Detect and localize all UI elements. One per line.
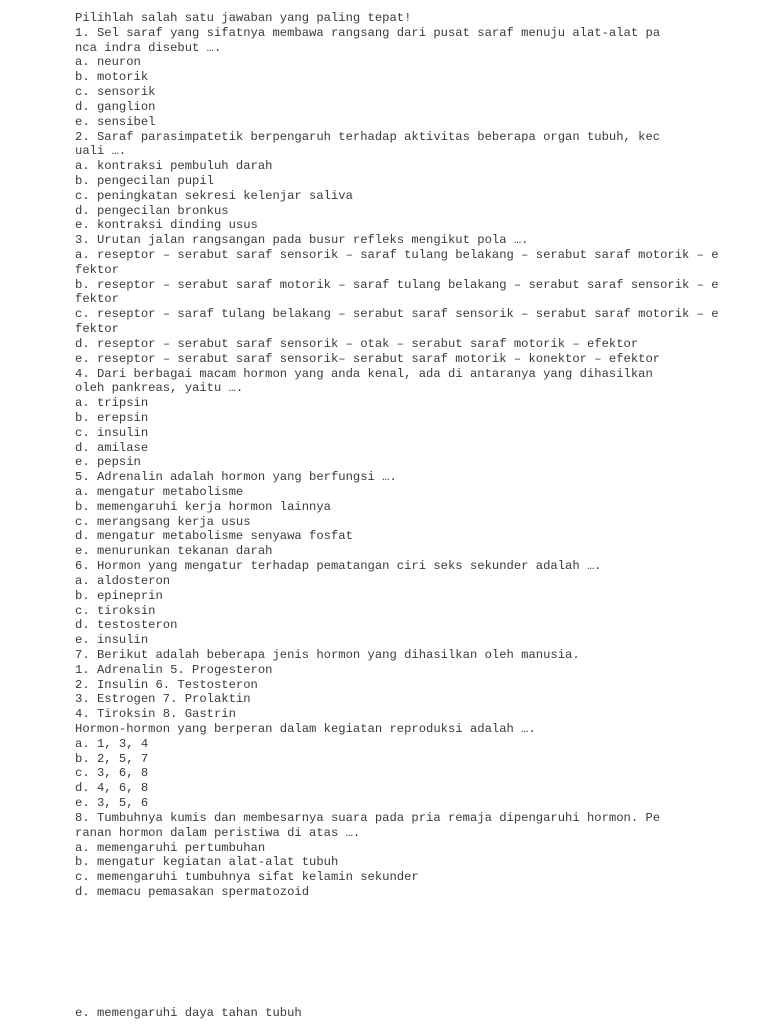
text-line: 4. Tiroksin 8. Gastrin (75, 707, 236, 722)
text-line: 4. Dari berbagai macam hormon yang anda kenal, ada di antaranya yang dihasilkan (75, 366, 653, 381)
text-line: b. motorik (75, 70, 149, 85)
text-line: c. sensorik (75, 85, 156, 100)
text-line: a. memengaruhi pertumbuhan (75, 840, 266, 855)
text-line: 2. Saraf parasimpatetik berpengaruh terhadap aktivitas beberapa organ tubuh, kec (75, 129, 661, 144)
text-line: 6. Hormon yang mengatur terhadap pematangan ciri seks sekunder adalah …. (75, 559, 602, 574)
text-line: c. 3, 6, 8 (75, 766, 149, 781)
text-line: e. insulin (75, 633, 149, 648)
text-line: d. amilase (75, 440, 149, 455)
text-line: b. erepsin (75, 410, 149, 425)
text-line: c. reseptor – saraf tulang belakang – serabut saraf sensorik – serabut saraf motorik – e (75, 307, 719, 322)
text-line: a. 1, 3, 4 (75, 736, 149, 751)
text-line: e. pepsin (75, 455, 141, 470)
text-line: a. kontraksi pembuluh darah (75, 159, 273, 174)
text-line: a. tripsin (75, 396, 149, 411)
text-line: Pilihlah salah satu jawaban yang paling tepat! (75, 11, 412, 25)
text-line: c. memengaruhi tumbuhnya sifat kelamin sekunder (75, 870, 419, 885)
text-line: oleh pankreas, yaitu …. (75, 381, 244, 396)
text-line: e. 3, 5, 6 (75, 796, 149, 811)
document-body (75, 11, 745, 900)
text-line: nca indra disebut …. (75, 40, 222, 55)
text-line: ranan hormon dalam peristiwa di atas …. (75, 825, 361, 840)
text-line: a. reseptor – serabut saraf sensorik – saraf tulang belakang – serabut saraf motorik – e (75, 248, 719, 262)
text-line: b. epineprin (75, 588, 163, 603)
text-line: 2. Insulin 6. Testosteron (75, 677, 258, 692)
text-line: d. memacu pemasakan spermatozoid (75, 884, 310, 899)
text-line: 1. Adrenalin 5. Progesteron (75, 662, 273, 677)
text-line: e. menurunkan tekanan darah (75, 544, 273, 559)
text-line: d. mengatur metabolisme senyawa fosfat (75, 529, 353, 544)
text-line: fektor (75, 292, 119, 307)
text-line: c. merangsang kerja usus (75, 514, 251, 529)
text-line: e. kontraksi dinding usus (75, 218, 258, 233)
text-line: e. reseptor – serabut saraf sensorik– serabut saraf motorik – konektor – efektor (75, 351, 661, 366)
text-line: fektor (75, 322, 119, 337)
text-line: 7. Berikut adalah beberapa jenis hormon yang dihasilkan oleh manusia. (75, 647, 580, 662)
text-line: c. peningkatan sekresi kelenjar saliva (75, 188, 353, 203)
text-line: 8. Tumbuhnya kumis dan membesarnya suara pada pria remaja dipengaruhi hormon. Pe (75, 810, 661, 825)
text-line: 5. Adrenalin adalah hormon yang berfungsi …. (75, 470, 397, 485)
text-line: 1. Sel saraf yang sifatnya membawa rangsang dari pusat saraf menuju alat-alat pa (75, 25, 661, 40)
text-line: 3. Estrogen 7. Prolaktin (75, 692, 251, 707)
text-line: b. 2, 5, 7 (75, 751, 149, 766)
text-line: d. testosteron (75, 618, 178, 633)
text-line: d. reseptor – serabut saraf sensorik – otak – serabut saraf motorik – efektor (75, 336, 639, 351)
answer-option-8e: e. memengaruhi daya tahan tubuh (75, 1006, 302, 1020)
text-line: a. neuron (75, 55, 141, 70)
text-line: b. mengatur kegiatan alat-alat tubuh (75, 855, 339, 870)
text-line: b. reseptor – serabut saraf motorik – saraf tulang belakang – serabut saraf sensorik – e (75, 277, 719, 292)
text-line: uali …. (75, 144, 127, 159)
text-line: c. insulin (75, 425, 149, 440)
text-line: fektor (75, 262, 119, 277)
text-line: b. pengecilan pupil (75, 173, 214, 188)
text-line: a. mengatur metabolisme (75, 485, 244, 499)
text-line: a. aldosteron (75, 573, 171, 588)
text-line: b. memengaruhi kerja hormon lainnya (75, 499, 331, 514)
text-line: 3. Urutan jalan rangsangan pada busur refleks mengikut pola …. (75, 233, 529, 248)
text-line: d. pengecilan bronkus (75, 203, 229, 218)
text-line: c. tiroksin (75, 603, 156, 618)
text-line: d. ganglion (75, 99, 156, 114)
text-line: d. 4, 6, 8 (75, 781, 149, 796)
text-line: Hormon-hormon yang berperan dalam kegiatan reproduksi adalah …. (75, 722, 536, 736)
text-line: e. sensibel (75, 114, 156, 129)
